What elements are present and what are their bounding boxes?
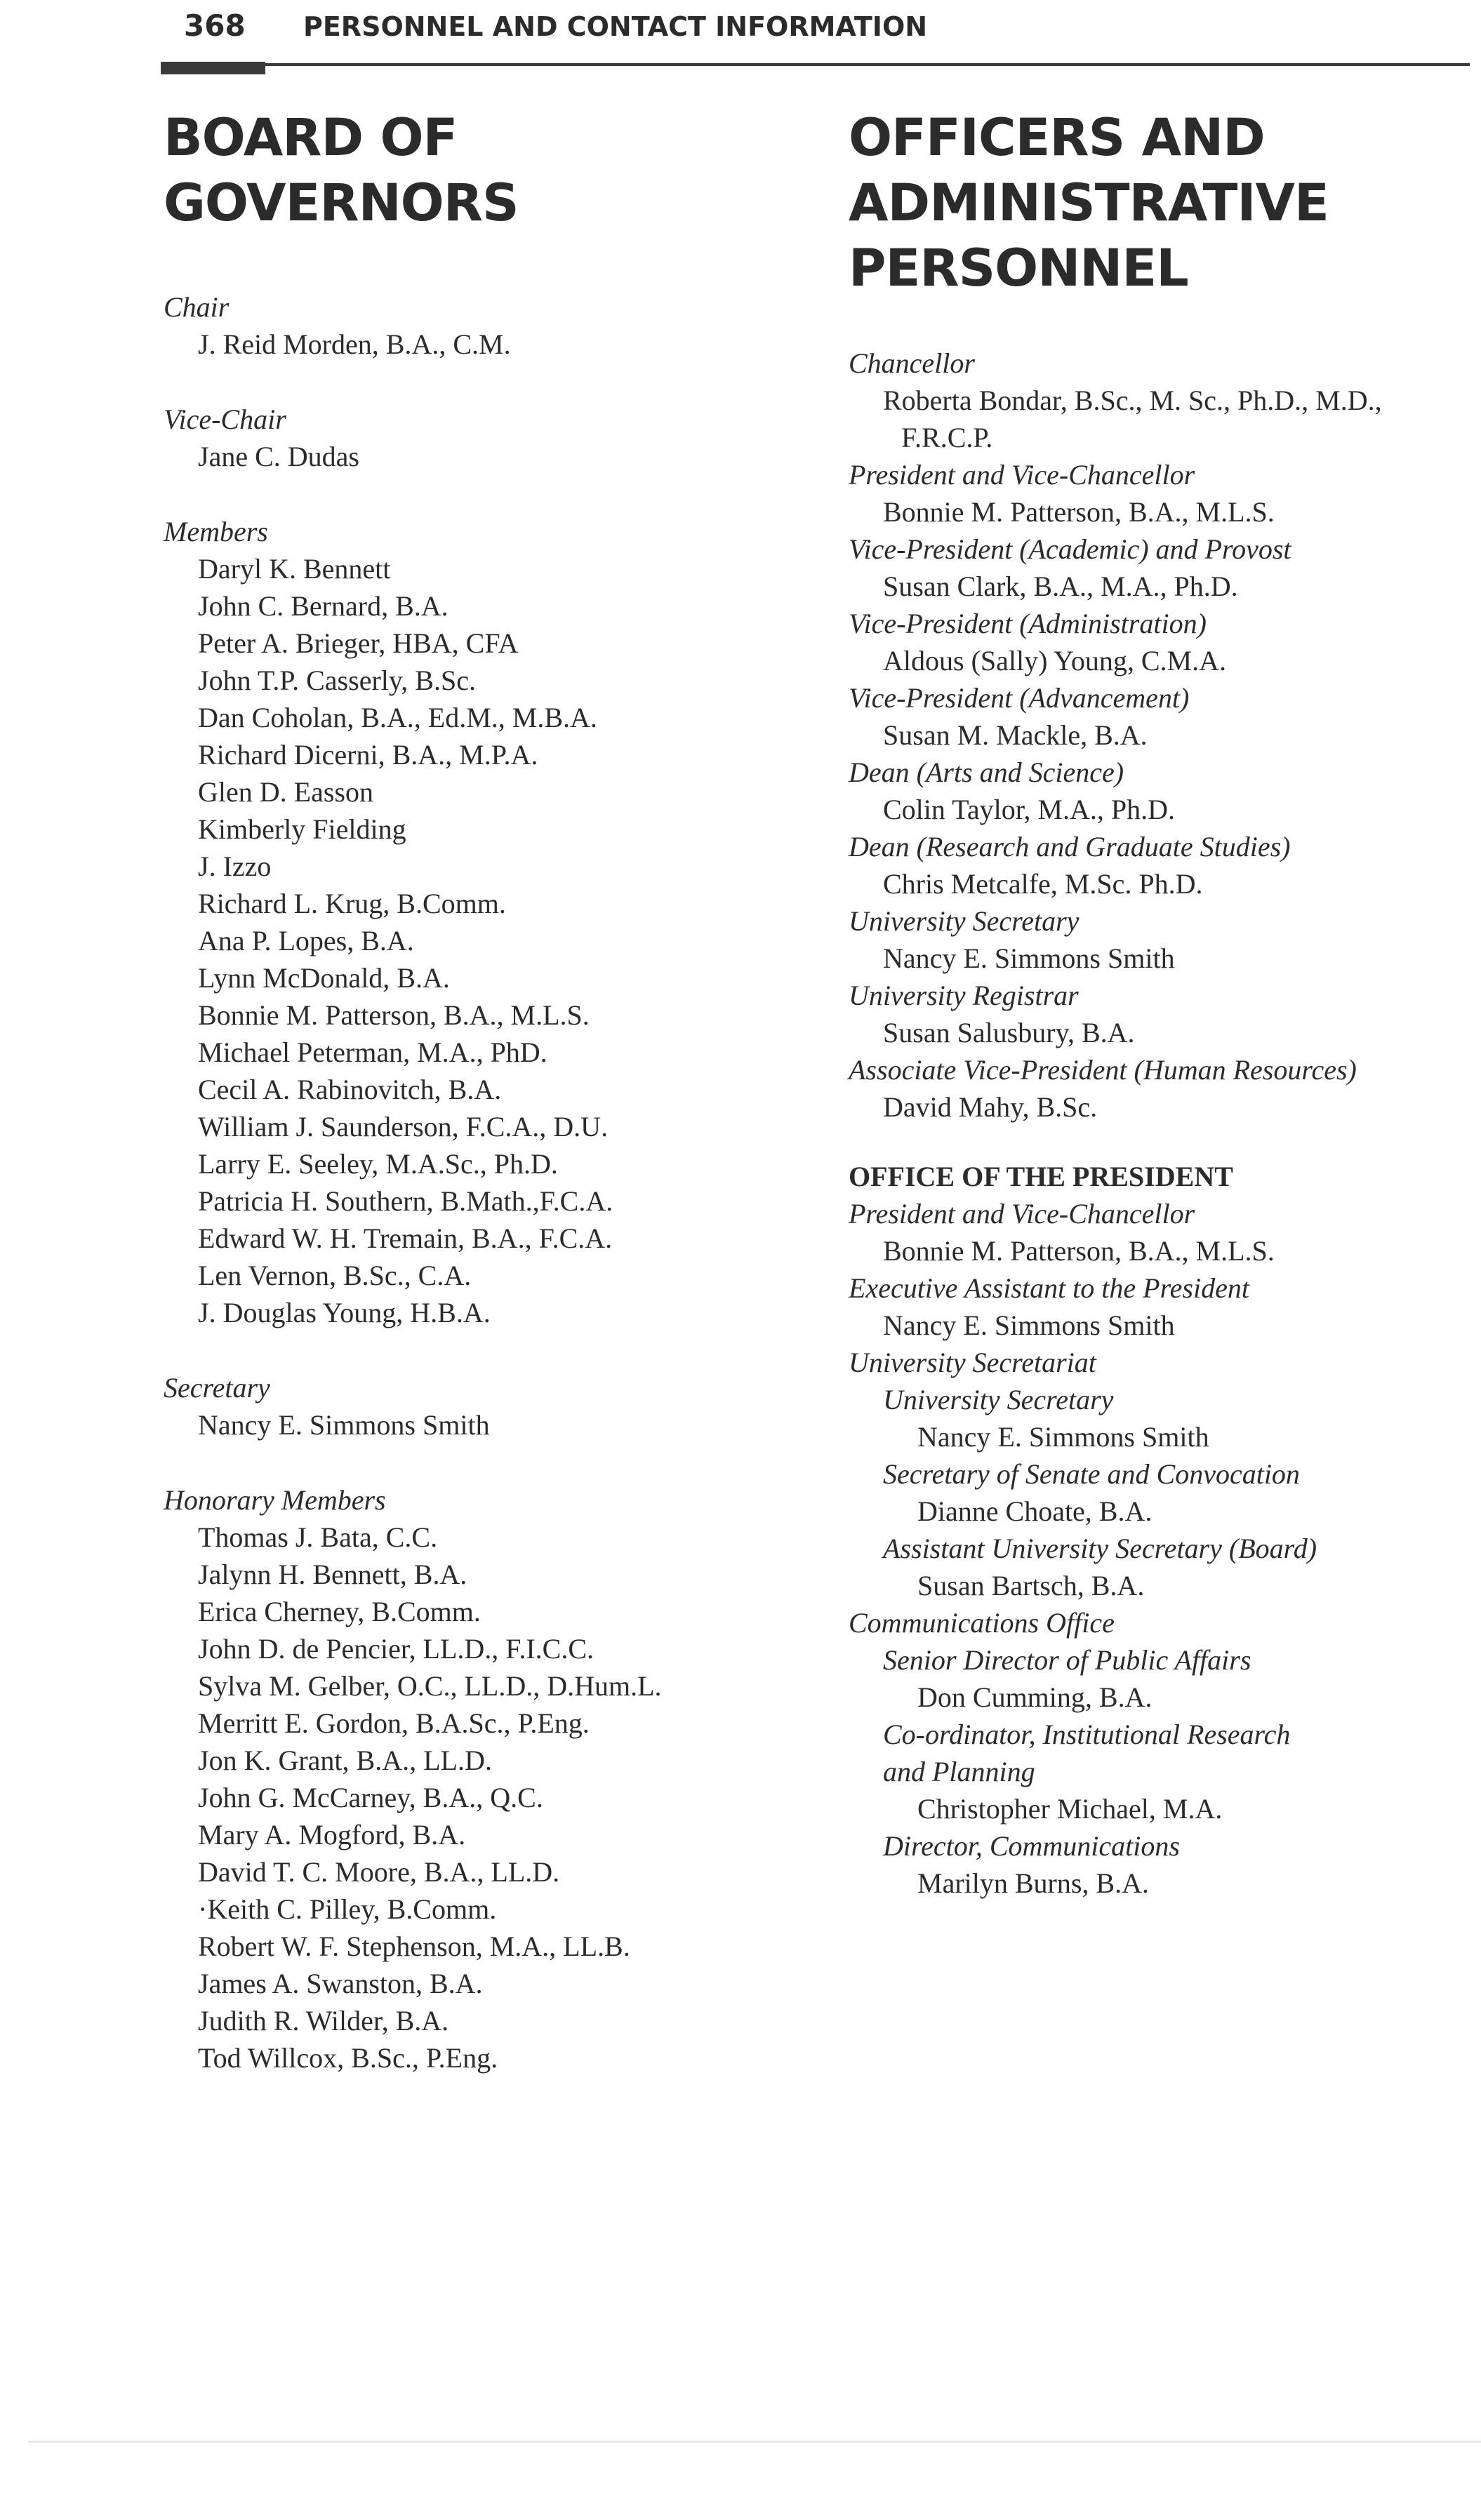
coordinator-role-line1: Co-ordinator, Institutional Research	[883, 1719, 1291, 1750]
member-name: Kimberly Fielding	[198, 813, 406, 845]
officer-role: Associate Vice-President (Human Resources)	[849, 1054, 1357, 1086]
members-label: Members	[164, 516, 268, 547]
pvc-name: Bonnie M. Patterson, B.A., M.L.S.	[883, 1235, 1275, 1267]
honorary-member-name: Thomas J. Bata, C.C.	[198, 1521, 438, 1553]
honorary-member-name: Merritt E. Gordon, B.A.Sc., P.Eng.	[198, 1707, 590, 1739]
honorary-member-name: David T. C. Moore, B.A., LL.D.	[198, 1856, 560, 1888]
officer-name: Susan Salusbury, B.A.	[883, 1017, 1135, 1048]
member-name: Edward W. H. Tremain, B.A., F.C.A.	[198, 1222, 613, 1254]
member-name: Glen D. Easson	[198, 776, 373, 808]
vice-chair-name: Jane C. Dudas	[198, 441, 359, 472]
board-heading-line2: GOVERNORS	[164, 173, 519, 233]
officer-name: Aldous (Sally) Young, C.M.A.	[883, 645, 1226, 676]
member-name: Ana P. Lopes, B.A.	[198, 925, 414, 956]
member-name: Cecil A. Rabinovitch, B.A.	[198, 1074, 502, 1105]
director-communications-role: Director, Communications	[883, 1830, 1180, 1862]
member-name: John C. Bernard, B.A.	[198, 590, 449, 622]
member-name: William J. Saunderson, F.C.A., D.U.	[198, 1111, 609, 1142]
member-name: Richard Dicerni, B.A., M.P.A.	[198, 739, 538, 771]
board-heading-line1: BOARD OF	[164, 108, 458, 168]
secretary-label: Secretary	[164, 1372, 270, 1404]
honorary-member-name: John G. McCarney, B.A., Q.C.	[198, 1782, 543, 1813]
director-communications-name: Marilyn Burns, B.A.	[917, 1867, 1149, 1899]
member-name: J. Izzo	[198, 851, 272, 882]
exec-assistant-name: Nancy E. Simmons Smith	[883, 1309, 1175, 1341]
board-of-governors-column	[164, 105, 795, 2076]
scan-edge-line	[28, 2441, 1481, 2443]
officer-name: Roberta Bondar, B.Sc., M. Sc., Ph.D., M.D.,	[883, 385, 1382, 416]
officer-role: Vice-President (Advancement)	[849, 682, 1190, 714]
member-name: Richard L. Krug, B.Comm.	[198, 888, 506, 919]
officer-name: Colin Taylor, M.A., Ph.D.	[883, 794, 1175, 825]
public-affairs-name: Don Cumming, B.A.	[917, 1681, 1153, 1713]
honorary-member-name: ·Keith C. Pilley, B.Comm.	[198, 1893, 497, 1925]
honorary-member-name: Robert W. F. Stephenson, M.A., LL.B.	[198, 1931, 630, 1962]
coordinator-role-line2: and Planning	[883, 1756, 1035, 1787]
chair-label: Chair	[164, 291, 230, 323]
officers-heading	[849, 105, 1466, 301]
member-name: Peter A. Brieger, HBA, CFA	[198, 627, 519, 659]
officer-role: President and Vice-Chancellor	[849, 459, 1195, 491]
pvc-role: President and Vice-Chancellor	[849, 1198, 1195, 1229]
chair-group	[164, 288, 795, 363]
officer-role: Chancellor	[849, 347, 975, 379]
member-name: Lynn McDonald, B.A.	[198, 962, 450, 994]
board-heading	[164, 105, 795, 236]
member-name: Michael Peterman, M.A., PhD.	[198, 1036, 547, 1068]
honorary-member-name: Judith R. Wilder, B.A.	[198, 2005, 449, 2036]
officers-heading-line1: OFFICERS AND	[849, 108, 1265, 168]
senate-secretary-role: Secretary of Senate and Convocation	[883, 1458, 1300, 1490]
exec-assistant-role: Executive Assistant to the President	[849, 1272, 1249, 1304]
officers-heading-line2: ADMINISTRATIVE	[849, 173, 1329, 233]
officer-name: David Mahy, B.Sc.	[883, 1091, 1098, 1123]
officer-name-continuation: F.R.C.P.	[901, 422, 993, 453]
header-rule	[161, 63, 1470, 66]
officer-role: Dean (Arts and Science)	[849, 756, 1124, 788]
officer-name: Bonnie M. Patterson, B.A., M.L.S.	[883, 496, 1275, 528]
officer-name: Chris Metcalfe, M.Sc. Ph.D.	[883, 868, 1203, 900]
member-name: Len Vernon, B.Sc., C.A.	[198, 1260, 472, 1291]
honorary-member-name: Erica Cherney, B.Comm.	[198, 1596, 481, 1627]
univ-secretary-role: University Secretary	[883, 1384, 1114, 1415]
honorary-members-label: Honorary Members	[164, 1484, 386, 1516]
honorary-member-name: Jon K. Grant, B.A., LL.D.	[198, 1745, 492, 1776]
asst-secretary-role: Assistant University Secretary (Board)	[883, 1533, 1317, 1564]
officers-heading-line3: PERSONNEL	[849, 239, 1188, 298]
running-head: PERSONNEL AND CONTACT INFORMATION	[303, 11, 928, 42]
officer-role: Dean (Research and Graduate Studies)	[849, 831, 1291, 862]
vice-chair-label: Vice-Chair	[164, 404, 286, 435]
chair-name: J. Reid Morden, B.A., C.M.	[198, 328, 511, 360]
page-number: 368	[184, 8, 246, 43]
member-name: Daryl K. Bennett	[198, 553, 391, 585]
honorary-member-name: Tod Willcox, B.Sc., P.Eng.	[198, 2042, 498, 2074]
member-name: Patricia H. Southern, B.Math.,F.C.A.	[198, 1185, 613, 1217]
office-of-president-list	[849, 1195, 1466, 1902]
office-of-president-heading: OFFICE OF THE PRESIDENT	[849, 1161, 1233, 1192]
vice-chair-group	[164, 401, 795, 475]
header-tab-marker	[161, 62, 265, 74]
honorary-member-name: James A. Swanston, B.A.	[198, 1968, 483, 1999]
honorary-member-name: Mary A. Mogford, B.A.	[198, 1819, 466, 1851]
officers-column	[849, 105, 1466, 1902]
member-name: J. Douglas Young, H.B.A.	[198, 1297, 491, 1328]
secretary-name: Nancy E. Simmons Smith	[198, 1409, 490, 1441]
officer-name: Susan M. Mackle, B.A.	[883, 719, 1148, 751]
member-name: Dan Coholan, B.A., Ed.M., M.B.A.	[198, 702, 597, 733]
member-name: Bonnie M. Patterson, B.A., M.L.S.	[198, 999, 590, 1031]
communications-office-role: Communications Office	[849, 1607, 1115, 1639]
senate-secretary-name: Dianne Choate, B.A.	[917, 1495, 1153, 1527]
honorary-member-name: John D. de Pencier, LL.D., F.I.C.C.	[198, 1633, 595, 1665]
officer-role: University Secretary	[849, 905, 1080, 937]
members-group	[164, 513, 795, 1331]
officer-name: Nancy E. Simmons Smith	[883, 942, 1175, 974]
honorary-member-name: Sylva M. Gelber, O.C., LL.D., D.Hum.L.	[198, 1670, 662, 1702]
officers-list	[849, 345, 1466, 1126]
univ-secretary-name: Nancy E. Simmons Smith	[917, 1421, 1209, 1453]
secretariat-role: University Secretariat	[849, 1347, 1096, 1378]
officer-role: Vice-President (Academic) and Provost	[849, 533, 1291, 565]
asst-secretary-name: Susan Bartsch, B.A.	[917, 1570, 1145, 1601]
officer-role: University Registrar	[849, 980, 1079, 1011]
public-affairs-role: Senior Director of Public Affairs	[883, 1644, 1251, 1676]
honorary-member-name: Jalynn H. Bennett, B.A.	[198, 1559, 467, 1590]
coordinator-name: Christopher Michael, M.A.	[917, 1793, 1223, 1825]
secretary-group	[164, 1369, 795, 1444]
officer-role: Vice-President (Administration)	[849, 608, 1207, 639]
honorary-members-group	[164, 1481, 795, 2076]
member-name: John T.P. Casserly, B.Sc.	[198, 665, 476, 696]
officer-name: Susan Clark, B.A., M.A., Ph.D.	[883, 571, 1238, 602]
member-name: Larry E. Seeley, M.A.Sc., Ph.D.	[198, 1148, 558, 1180]
